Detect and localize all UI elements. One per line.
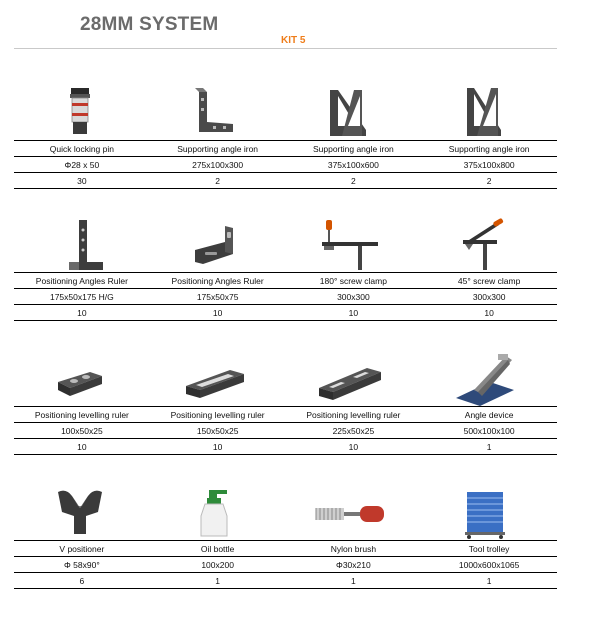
angle-iron-large-icon xyxy=(420,86,550,140)
product-qty: 1 xyxy=(421,439,557,455)
product-size: 225x50x25 xyxy=(286,423,422,439)
quick-locking-pin-icon xyxy=(15,86,145,140)
product-size: 100x200 xyxy=(150,557,286,573)
product-qty: 1 xyxy=(286,573,422,589)
product-qty: 30 xyxy=(14,173,150,189)
product-size: Φ28 x 50 xyxy=(14,157,150,173)
oil-bottle-icon xyxy=(150,486,280,540)
product-name: 180° screw clamp xyxy=(286,273,422,289)
product-size: 175x50x75 xyxy=(150,289,286,305)
product-table-4 xyxy=(14,540,557,589)
product-size: 375x100x800 xyxy=(421,157,557,173)
product-size: 300x300 xyxy=(421,289,557,305)
product-name: Quick locking pin xyxy=(14,141,150,157)
product-qty: 10 xyxy=(150,439,286,455)
levelling-ruler-large-icon xyxy=(285,352,415,406)
angle-ruler-short-icon xyxy=(150,218,280,272)
product-qty: 2 xyxy=(286,173,422,189)
product-qty: 2 xyxy=(150,173,286,189)
product-size: 1000x600x1065 xyxy=(421,557,557,573)
product-size: 275x100x300 xyxy=(150,157,286,173)
product-name: Positioning levelling ruler xyxy=(14,407,150,423)
angle-iron-medium-icon xyxy=(285,86,415,140)
product-name: Angle device xyxy=(421,407,557,423)
kit-label: KIT 5 xyxy=(281,35,306,46)
product-section-1 xyxy=(14,86,557,189)
nylon-brush-icon xyxy=(285,486,415,540)
header-divider xyxy=(14,48,557,49)
product-qty: 10 xyxy=(421,305,557,321)
product-size: 175x50x175 H/G xyxy=(14,289,150,305)
product-name: Supporting angle iron xyxy=(286,141,422,157)
angle-ruler-tall-icon xyxy=(15,218,145,272)
product-name: Supporting angle iron xyxy=(150,141,286,157)
tool-trolley-icon xyxy=(420,486,550,540)
screw-clamp-45-icon xyxy=(420,218,550,272)
product-size: 150x50x25 xyxy=(150,423,286,439)
product-name: V positioner xyxy=(14,541,150,557)
product-name: Positioning Angles Ruler xyxy=(150,273,286,289)
product-name: Supporting angle iron xyxy=(421,141,557,157)
levelling-ruler-small-icon xyxy=(15,352,145,406)
product-qty: 1 xyxy=(150,573,286,589)
product-name: 45° screw clamp xyxy=(421,273,557,289)
angle-device-icon xyxy=(420,352,550,406)
product-name: Nylon brush xyxy=(286,541,422,557)
product-size: 500x100x100 xyxy=(421,423,557,439)
product-qty: 1 xyxy=(421,573,557,589)
product-size: 375x100x600 xyxy=(286,157,422,173)
v-positioner-icon xyxy=(15,486,145,540)
product-size: 300x300 xyxy=(286,289,422,305)
page-title: 28MM SYSTEM xyxy=(80,14,219,35)
product-section-4 xyxy=(14,486,557,589)
product-name: Positioning levelling ruler xyxy=(150,407,286,423)
product-qty: 10 xyxy=(14,305,150,321)
product-qty: 10 xyxy=(150,305,286,321)
product-size: Φ30x210 xyxy=(286,557,422,573)
angle-iron-small-icon xyxy=(150,86,280,140)
product-qty: 2 xyxy=(421,173,557,189)
product-table-3 xyxy=(14,406,557,455)
product-name: Tool trolley xyxy=(421,541,557,557)
product-name: Oil bottle xyxy=(150,541,286,557)
product-size: Φ 58x90° xyxy=(14,557,150,573)
product-size: 100x50x25 xyxy=(14,423,150,439)
product-section-3 xyxy=(14,352,557,455)
product-name: Positioning levelling ruler xyxy=(286,407,422,423)
product-table-1 xyxy=(14,140,557,189)
product-table-2 xyxy=(14,272,557,321)
product-qty: 10 xyxy=(286,439,422,455)
levelling-ruler-medium-icon xyxy=(150,352,280,406)
product-name: Positioning Angles Ruler xyxy=(14,273,150,289)
screw-clamp-180-icon xyxy=(285,218,415,272)
product-section-2 xyxy=(14,218,557,321)
product-qty: 6 xyxy=(14,573,150,589)
product-qty: 10 xyxy=(286,305,422,321)
product-qty: 10 xyxy=(14,439,150,455)
